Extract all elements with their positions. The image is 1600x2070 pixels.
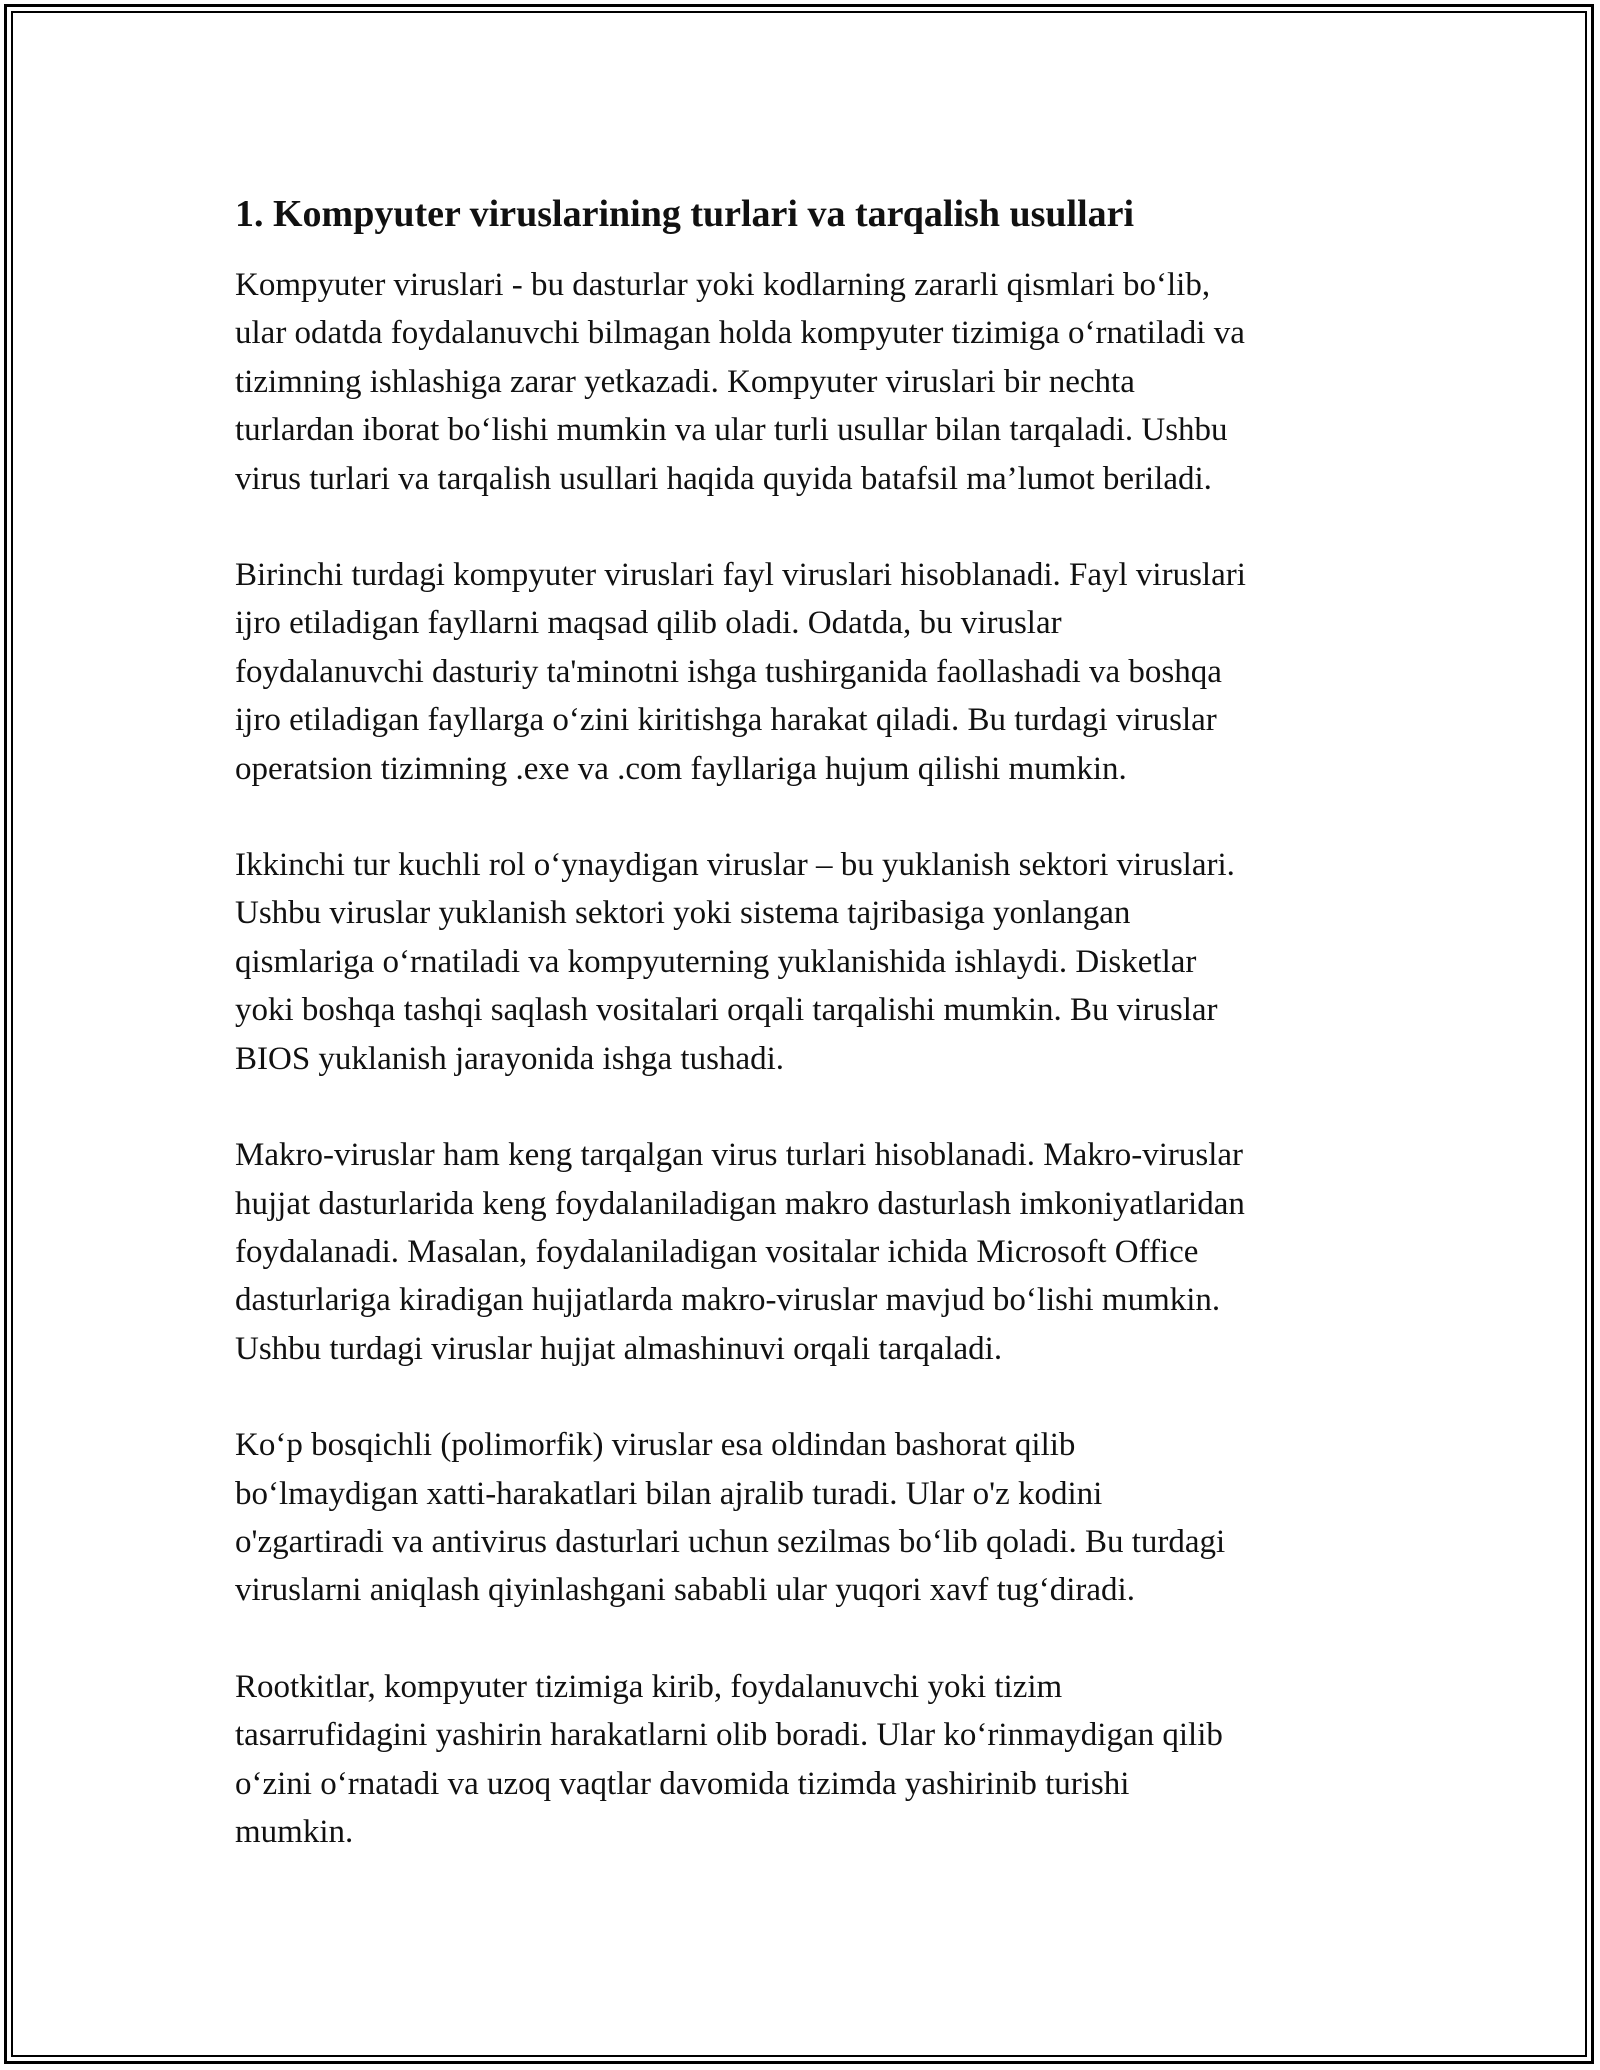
paragraph-line: virus turlari va tarqalish usullari haqida quyida batafsil ma’lumot beriladi.: [235, 460, 1212, 497]
paragraph: [235, 551, 1375, 793]
paragraph-line: dasturlariga kiradigan hujjatlarda makro-viruslar mavjud bo‘lishi mumkin.: [235, 1282, 1221, 1319]
paragraph-line: Rootkitlar, kompyuter tizimiga kirib, foydalanuvchi yoki tizim: [235, 1668, 1063, 1705]
section-heading: 1. Kompyuter viruslarining turlari va tarqalish usullari: [235, 193, 1135, 235]
paragraph-line: Ko‘p bosqichli (polimorfik) viruslar esa oldindan bashorat qilib: [235, 1427, 1076, 1464]
paragraph-line: ijro etiladigan fayllarga o‘zini kiritishga harakat qiladi. Bu turdagi viruslar: [235, 702, 1217, 739]
paragraph-line: foydalanadi. Masalan, foydalaniladigan vositalar ichida Microsoft Office: [235, 1233, 1199, 1270]
paragraph-line: yoki boshqa tashqi saqlash vositalari orqali tarqalishi mumkin. Bu viruslar: [235, 992, 1218, 1029]
paragraph-line: BIOS yuklanish jarayonida ishga tushadi.: [235, 1040, 785, 1077]
paragraph-line: Ikkinchi tur kuchli rol o‘ynaydigan viruslar – bu yuklanish sektori viruslari.: [235, 847, 1235, 884]
paragraph-line: turlardan iborat bo‘lishi mumkin va ular turli usullar bilan tarqaladi. Ushbu: [235, 412, 1228, 449]
paragraph: [235, 261, 1375, 503]
paragraph-line: Birinchi turdagi kompyuter viruslari fayl viruslari hisoblanadi. Fayl viruslari: [235, 557, 1246, 594]
paragraph-line: Kompyuter viruslari - bu dasturlar yoki kodlarning zararli qismlari bo‘lib,: [235, 267, 1211, 303]
paragraph-line: mumkin.: [235, 1813, 354, 1850]
paragraph: [235, 1421, 1375, 1615]
paragraph: [235, 841, 1375, 1083]
paragraph-line: bo‘lmaydigan xatti-harakatlari bilan ajralib turadi. Ular o'z kodini: [235, 1475, 1103, 1512]
paragraph-line: viruslarni aniqlash qiyinlashgani sababli ular yuqori xavf tug‘diradi.: [235, 1572, 1135, 1609]
paragraph-line: Makro-viruslar ham keng tarqalgan virus turlari hisoblanadi. Makro-viruslar: [235, 1137, 1244, 1174]
paragraph-line: qismlariga o‘rnatiladi va kompyuterning yuklanishida ishlaydi. Disketlar: [235, 943, 1197, 980]
paragraph-line: o‘zini o‘rnatadi va uzoq vaqtlar davomida tizimda yashirinib turishi: [235, 1765, 1130, 1802]
paragraph-line: tizimning ishlashiga zarar yetkazadi. Kompyuter viruslari bir nechta: [235, 363, 1135, 400]
paragraph-line: Ushbu viruslar yuklanish sektori yoki sistema tajribasiga yonlangan: [235, 895, 1131, 932]
paragraph: [235, 1131, 1375, 1373]
paragraph-line: tasarrufidagini yashirin harakatlarni olib boradi. Ular ko‘rinmaydigan qilib: [235, 1717, 1223, 1754]
document-body: [235, 186, 1375, 1904]
paragraph-line: o'zgartiradi va antivirus dasturlari uchun sezilmas bo‘lib qoladi. Bu turdagi: [235, 1523, 1226, 1560]
paragraph-line: foydalanuvchi dasturiy ta'minotni ishga tushirganida faollashadi va boshqa: [235, 653, 1222, 690]
paragraph: [235, 1663, 1375, 1857]
paragraph-line: ular odatda foydalanuvchi bilmagan holda kompyuter tizimiga o‘rnatiladi va: [235, 315, 1245, 352]
paragraph-line: Ushbu turdagi viruslar hujjat almashinuvi orqali tarqaladi.: [235, 1330, 1003, 1367]
paragraph-line: ijro etiladigan fayllarni maqsad qilib oladi. Odatda, bu viruslar: [235, 605, 1062, 642]
paragraph-list: [235, 261, 1375, 1856]
paragraph-line: hujjat dasturlarida keng foydalaniladigan makro dasturlash imkoniyatlaridan: [235, 1185, 1245, 1222]
paragraph-line: operatsion tizimning .exe va .com fayllariga hujum qilishi mumkin.: [235, 750, 1127, 787]
